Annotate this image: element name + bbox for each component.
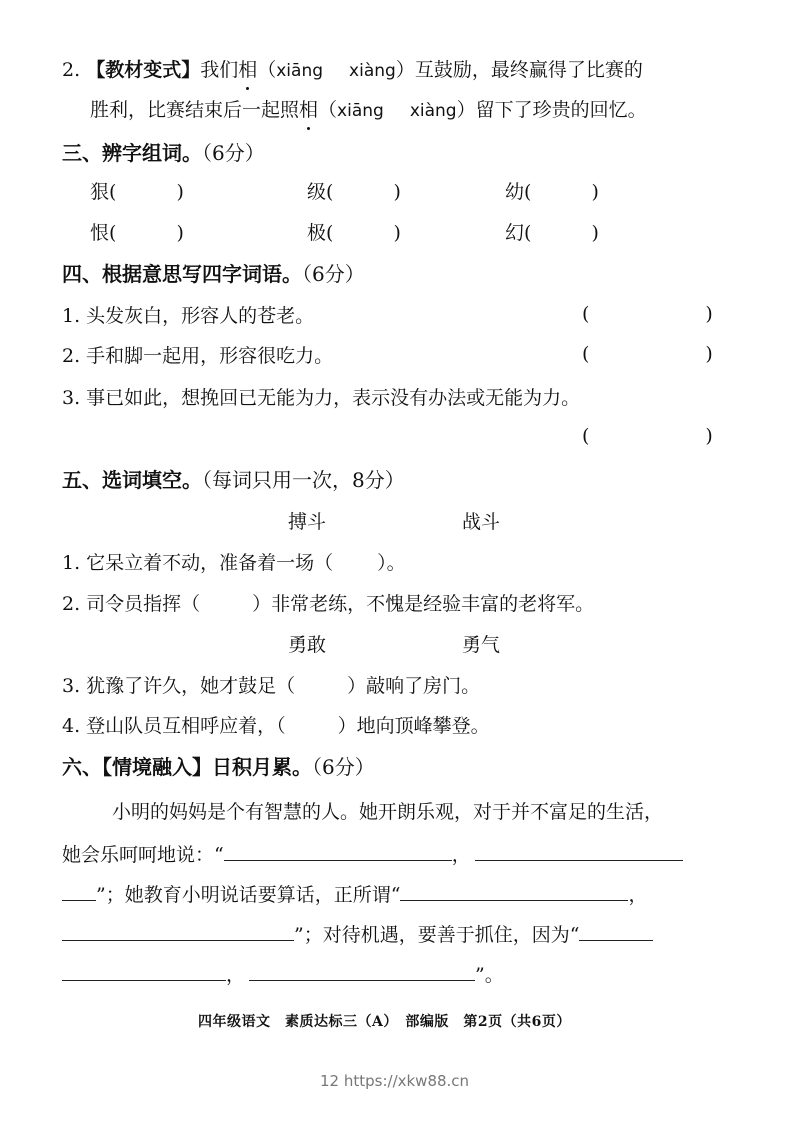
idiom-answer[interactable] (582, 424, 713, 448)
idiom-answer[interactable] (582, 302, 713, 326)
paren-close: ） (395, 59, 415, 81)
page-footer: 四年级语文 素质达标三（A） 部编版 第2页（共6页） (198, 1014, 571, 1030)
question-text: ）地向顶峰攀登。 (337, 715, 490, 737)
question-2-line-1 (62, 58, 643, 83)
question-text: 3. 犹豫了许久，她才鼓足（ (62, 675, 296, 697)
paragraph-line: 小明的妈妈是个有智慧的人。她开朗乐观，对于并不富足的生活， (112, 801, 664, 823)
word-group-item (90, 180, 184, 204)
idiom-answer[interactable] (582, 342, 713, 366)
paren-open: （ (257, 59, 277, 81)
paragraph-line (62, 882, 647, 907)
question-text: ）。 (377, 552, 406, 574)
paragraph-text: ”。 (475, 964, 504, 986)
fill-blank[interactable] (400, 882, 628, 901)
word-choice: 勇敢 (288, 634, 327, 656)
question-text: ）敲响了房门。 (347, 675, 481, 697)
paren-open: ( (524, 222, 532, 244)
fill-blank[interactable] (62, 882, 96, 901)
section-points: （每词只用一次，8分） (202, 468, 405, 492)
question-text: 2. 手和脚一起用，形容很吃力。 (62, 345, 334, 367)
word-choice: 战斗 (462, 511, 501, 533)
paren-open: ( (109, 222, 117, 244)
word-choice: 搏斗 (288, 511, 327, 533)
paragraph-line (62, 842, 683, 867)
section-points: （6分） (202, 141, 265, 165)
dotted-char: 相 (238, 59, 258, 81)
fill-blank[interactable] (579, 922, 653, 941)
paren-close: ) (176, 181, 184, 203)
question-tag: 【教材变式】 (86, 59, 201, 81)
paragraph-text: ”；她教育小明说话要算话，正所谓“ (96, 884, 401, 906)
section-4-title (62, 261, 365, 287)
pinyin-option-a[interactable]: xiāng (276, 61, 324, 81)
watermark: 12 https://xkw88.cn (320, 1072, 470, 1090)
section-points: （6分） (302, 262, 365, 286)
question-text: ）非常老练，不愧是经验丰富的老将军。 (252, 593, 595, 615)
paren-close: ) (591, 222, 599, 244)
paren-open: ( (109, 181, 117, 203)
paren-open: ( (582, 303, 590, 325)
paragraph-line (62, 962, 504, 987)
section-title: 六、 (62, 755, 102, 779)
section-3-title (62, 140, 265, 166)
fill-blank[interactable] (224, 842, 452, 861)
char: 恨 (90, 222, 110, 244)
paragraph-text: 她会乐呵呵地说：“ (62, 844, 224, 866)
idiom-question (62, 304, 314, 328)
section-tag: 【情境融入】 (102, 755, 212, 779)
paren-open: （ (318, 99, 338, 121)
word-group-item (505, 180, 599, 204)
comma: ， (628, 884, 648, 906)
char: 极 (307, 222, 327, 244)
fill-blank[interactable] (62, 922, 294, 941)
idiom-question (62, 344, 333, 368)
paren-close: ) (393, 181, 401, 203)
section-title: 日积月累。 (212, 755, 312, 779)
question-text: 我们 (200, 59, 239, 81)
question-text: 2. 司令员指挥（ (62, 593, 201, 615)
paren-open: ( (326, 181, 334, 203)
fill-blank[interactable] (62, 962, 226, 981)
paragraph-line (62, 922, 653, 947)
fill-question (62, 714, 490, 738)
comma: ， (451, 844, 471, 866)
question-text: 3. 事已如此，想挽回已无能为力，表示没有办法或无能为力。 (62, 387, 581, 409)
question-text: 4. 登山队员互相呼应着，（ (62, 715, 286, 737)
paragraph-text: ”；对待机遇，要善于抓住，因为“ (294, 924, 580, 946)
paren-close: ) (591, 181, 599, 203)
paren-close: ) (705, 425, 713, 447)
question-number: 2. (62, 59, 81, 81)
paren-close: ) (705, 343, 713, 365)
pinyin-option-b[interactable]: xiàng (409, 101, 457, 121)
pinyin-option-b[interactable]: xiàng (349, 61, 396, 81)
paren-open: ( (524, 181, 532, 203)
section-title: 三、辨字组词。 (62, 141, 202, 165)
word-group-item (505, 221, 599, 245)
question-text: 1. 头发灰白，形容人的苍老。 (62, 305, 315, 327)
fill-blank[interactable] (249, 962, 475, 981)
question-text: 1. 它呆立着不动，准备着一场（ (62, 552, 334, 574)
section-points: （6分） (312, 755, 375, 779)
question-text: 留下了珍贵的回忆。 (475, 99, 647, 121)
word-group-item (90, 221, 184, 245)
question-text: 互鼓励，最终赢得了比赛的 (414, 59, 643, 81)
dotted-char: 相 (299, 99, 319, 121)
char: 幻 (505, 222, 525, 244)
char: 幼 (505, 181, 525, 203)
section-6-title (62, 754, 375, 780)
question-2-line-2 (90, 98, 647, 123)
paren-close: ) (393, 222, 401, 244)
section-title: 四、根据意思写四字词语。 (62, 262, 302, 286)
comma: ， (226, 964, 246, 986)
idiom-question (62, 386, 580, 410)
word-group-item (307, 180, 401, 204)
fill-question (62, 551, 406, 575)
word-group-item (307, 221, 401, 245)
question-text: 胜利，比赛结束后一起照 (90, 99, 300, 121)
fill-question (62, 592, 594, 616)
paren-open: ( (582, 425, 590, 447)
word-choice: 勇气 (462, 634, 501, 656)
paren-close: ) (705, 303, 713, 325)
char: 级 (307, 181, 327, 203)
fill-question (62, 674, 480, 698)
paren-open: ( (582, 343, 590, 365)
section-5-title (62, 467, 405, 493)
paren-open: ( (326, 222, 334, 244)
fill-blank[interactable] (475, 842, 683, 861)
pinyin-option-a[interactable]: xiāng (337, 101, 384, 121)
char: 狠 (90, 181, 110, 203)
paren-close: ） (456, 99, 476, 121)
paren-close: ) (176, 222, 184, 244)
section-title: 五、选词填空。 (62, 468, 202, 492)
